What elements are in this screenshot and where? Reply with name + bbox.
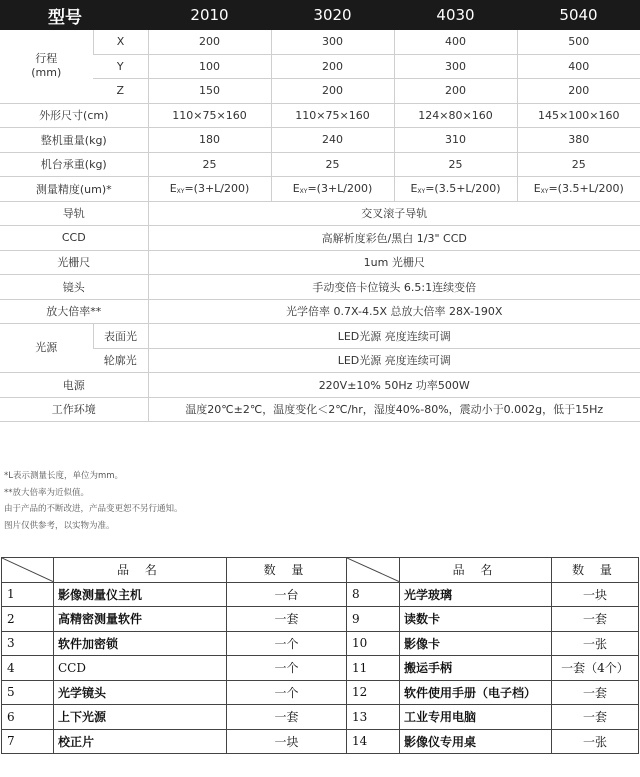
name-header: 品 名 [400,558,552,583]
scale-row [0,250,640,275]
axis-label: Z [93,79,148,104]
spec-cell: 150 [148,79,271,104]
part-number: 3 [2,631,54,656]
footnote: **放大倍率为近似值。 [4,487,90,498]
part-number: 8 [347,582,400,607]
model-name: 5040 [517,0,640,30]
model-name: 4030 [394,0,517,30]
travel-label [0,30,93,103]
precision-cell [148,177,271,202]
part-qty: 一套 [552,705,639,730]
precision-cell [394,177,517,202]
spec-cell: 25 [517,152,640,177]
part-qty: 一套 [552,607,639,632]
parts-row [2,680,639,705]
part-qty: 一块 [552,582,639,607]
precision-formula: =(3+L/200) [307,182,373,196]
row-label: 测量精度(um)* [0,177,148,202]
spec-cell: 100 [148,54,271,79]
weight-row [0,128,640,153]
part-qty: 一套 [227,705,347,730]
part-qty: 一张 [552,729,639,754]
spec-cell: 124×80×160 [394,103,517,128]
travel-row-y [0,54,640,79]
part-number: 11 [347,656,400,681]
spec-cell: 25 [394,152,517,177]
part-name: 光学镜头 [54,680,227,705]
ccd-row [0,226,640,251]
part-name: 工业专用电脑 [400,705,552,730]
model-name: 2010 [148,0,271,30]
parts-row [2,656,639,681]
footnote: 图片仅供参考，以实物为准。 [4,520,115,531]
part-qty: 一套 [227,607,347,632]
part-number: 9 [347,607,400,632]
spec-cell: 300 [271,30,394,54]
environment-row [0,397,640,422]
row-label: 工作环境 [0,397,148,422]
part-qty: 一块 [227,729,347,754]
precision-prefix: E [292,182,300,196]
spec-cell: 310 [394,128,517,153]
part-number: 10 [347,631,400,656]
part-name: 高精密测量软件 [54,607,227,632]
part-qty: 一台 [227,582,347,607]
part-name: 影像仪专用桌 [400,729,552,754]
row-label: 外形尺寸(cm) [0,103,148,128]
row-label: CCD [0,226,148,251]
part-name: 软件使用手册（电子档） [400,680,552,705]
part-number: 4 [2,656,54,681]
precision-cell [271,177,394,202]
part-qty: 一个 [227,656,347,681]
spec-cell: 380 [517,128,640,153]
axis-label: X [93,30,148,54]
light-label: 光源 [0,324,93,373]
footnote: 由于产品的不断改进，产品变更恕不另行通知。 [4,504,183,514]
axis-label: Y [93,54,148,79]
spec-cell: 110×75×160 [271,103,394,128]
part-name: 搬运手柄 [400,656,552,681]
qty-header: 数 量 [227,558,347,583]
precision-row [0,177,640,202]
spec-cell: 200 [517,79,640,104]
part-name: 校正片 [54,729,227,754]
part-number: 12 [347,680,400,705]
lens-row [0,275,640,300]
part-qty: 一个 [227,680,347,705]
spec-cell: 300 [394,54,517,79]
spec-merged-cell: 1um 光栅尺 [148,250,640,275]
travel-row-z [0,79,640,104]
diagonal-header-cell [347,558,400,583]
spec-merged-cell: 温度20℃±2℃，温度变化＜2℃/hr，湿度40%-80%，震动小于0.002g，低于15Hz [148,397,640,422]
diagonal-line [2,558,53,582]
magnification-row [0,299,640,324]
travel-label-text: 行程 [35,52,58,66]
spec-merged-cell: 高解析度彩色/黑白 1/3" CCD [148,226,640,251]
parts-row [2,607,639,632]
model-name: 3020 [271,0,394,30]
spec-merged-cell: LED光源 亮度连续可调 [148,348,640,373]
spec-merged-cell: 交叉滚子导轨 [148,201,640,226]
spec-cell: 200 [148,30,271,54]
part-number: 14 [347,729,400,754]
precision-prefix: E [533,182,541,196]
precision-formula: =(3.5+L/200) [548,182,624,196]
parts-table [1,557,639,754]
guide-row [0,201,640,226]
part-qty: 一个 [227,631,347,656]
part-number: 2 [2,607,54,632]
diagonal-line [347,558,399,582]
spec-cell: 200 [271,54,394,79]
power-row [0,373,640,398]
diagonal-header-cell [2,558,54,583]
precision-formula: =(3+L/200) [184,182,250,196]
row-label: 机台承重(kg) [0,152,148,177]
model-label: 型号 [0,0,148,30]
spec-cell: 400 [394,30,517,54]
precision-subscript: XY [540,188,549,196]
name-header: 品 名 [54,558,227,583]
part-name: 影像卡 [400,631,552,656]
travel-row-x [0,30,640,54]
qty-header: 数 量 [552,558,639,583]
part-number: 5 [2,680,54,705]
precision-subscript: XY [299,188,308,196]
spec-cell: 200 [271,79,394,104]
row-label: 电源 [0,373,148,398]
part-name: 上下光源 [54,705,227,730]
spec-merged-cell: LED光源 亮度连续可调 [148,324,640,349]
spec-header-row [0,0,640,30]
part-name: 影像测量仪主机 [54,582,227,607]
part-name: 光学玻璃 [400,582,552,607]
spec-cell: 200 [394,79,517,104]
row-label: 导轨 [0,201,148,226]
spec-merged-cell: 光学倍率 0.7X-4.5X 总放大倍率 28X-190X [148,299,640,324]
precision-cell [517,177,640,202]
light-row-surface [0,324,640,349]
part-name: 读数卡 [400,607,552,632]
precision-prefix: E [410,182,418,196]
row-label: 整机重量(kg) [0,128,148,153]
light-type-label: 轮廓光 [93,348,148,373]
part-number: 7 [2,729,54,754]
row-label: 光栅尺 [0,250,148,275]
footnotes [4,468,183,534]
spec-merged-cell: 手动变倍卡位镜头 6.5:1连续变倍 [148,275,640,300]
parts-header-row [2,558,639,583]
part-name: 软件加密锁 [54,631,227,656]
precision-subscript: XY [176,188,185,196]
part-qty: 一套（4个） [552,656,639,681]
part-number: 6 [2,705,54,730]
parts-row [2,705,639,730]
row-label: 放大倍率** [0,299,148,324]
spec-cell: 110×75×160 [148,103,271,128]
spec-cell: 180 [148,128,271,153]
spec-cell: 25 [271,152,394,177]
parts-row [2,582,639,607]
load-row [0,152,640,177]
spec-cell: 400 [517,54,640,79]
part-qty: 一套 [552,680,639,705]
precision-subscript: XY [417,188,426,196]
part-name: CCD [54,656,227,681]
parts-row [2,729,639,754]
parts-row [2,631,639,656]
spec-cell: 500 [517,30,640,54]
spec-cell: 145×100×160 [517,103,640,128]
precision-prefix: E [169,182,177,196]
row-label: 镜头 [0,275,148,300]
light-type-label: 表面光 [93,324,148,349]
light-row-contour [0,348,640,373]
travel-unit-text: (mm) [31,66,62,80]
dimensions-row [0,103,640,128]
part-number: 13 [347,705,400,730]
footnote: *L表示测量长度，单位为mm。 [4,471,124,481]
part-number: 1 [2,582,54,607]
part-qty: 一张 [552,631,639,656]
precision-formula: =(3.5+L/200) [425,182,501,196]
spec-cell: 240 [271,128,394,153]
spec-merged-cell: 220V±10% 50Hz 功率500W [148,373,640,398]
spec-cell: 25 [148,152,271,177]
